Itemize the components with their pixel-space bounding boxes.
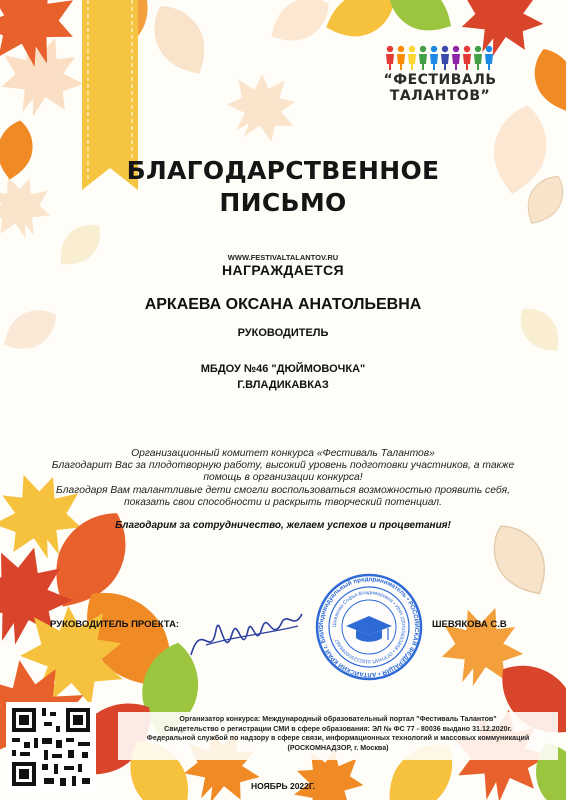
footer-line: (РОСКОМНАДЗОР, г. Москва)	[287, 743, 389, 752]
footer-line: Свидетельство о регистрации СМИ в сфере образования: ЭЛ № ФС 77 - 80036 выдано 31.12.2020г.	[164, 724, 512, 733]
message-line: Благодаря Вам талантливые дети смогли воспользоваться возможностью проявить себя,	[56, 484, 510, 496]
signature-label: РУКОВОДИТЕЛЬ ПРОЕКТА:	[50, 619, 180, 630]
official-stamp	[314, 572, 424, 682]
recipient-name: АРКАЕВА ОКСАНА АНАТОЛЬЕВНА	[144, 296, 422, 313]
person-figure	[386, 46, 394, 70]
website-link[interactable]: WWW.FESTIVALTALANTOV.RU	[227, 253, 339, 262]
signer-name: ШЕВЯКОВА С.В	[432, 619, 507, 630]
issue-date: НОЯБРЬ 2022Г.	[250, 781, 316, 791]
person-figure	[474, 46, 482, 70]
person-figure	[463, 46, 471, 70]
award-label: НАГРАЖДАЕТСЯ	[222, 262, 344, 278]
certificate-title-line1: БЛАГОДАРСТВЕННОЕ	[126, 156, 440, 185]
recipient-role: РУКОВОДИТЕЛЬ	[237, 327, 329, 339]
festival-logo	[340, 44, 540, 104]
stamp-outer-text: Индивидуальный предприниматель • РОССИЙСКАЯ ФЕДЕРАЦИЯ • АЛТАЙСКИЙ КРАЙ г. БИЙС	[317, 575, 421, 679]
recipient-city: Г.ВЛАДИКАВКАЗ	[237, 379, 329, 391]
closing-message: Благодарим за сотрудничество, желаем успехов и процветания!	[115, 520, 451, 531]
person-figure	[441, 46, 449, 70]
person-figure	[397, 46, 405, 70]
person-figure	[430, 46, 438, 70]
person-figure	[408, 46, 416, 70]
message-line: Благодарит Вас за плодотворную работу, высокий уровень подготовки участников, а также	[51, 460, 515, 472]
qr-code[interactable]	[6, 702, 96, 792]
message-body	[30, 448, 536, 509]
stamp-inner-text: Шевякова Софья Владимировна • ИНН 220415693858 • ОГРНИП 318222500098487	[331, 589, 407, 665]
message-line: показать свои способности и раскрыть творческий потенциал.	[124, 496, 442, 508]
handwritten-signature	[186, 600, 306, 670]
logo-text: “ФЕСТИВАЛЬ ТАЛАНТОВ”	[383, 72, 497, 104]
person-figure	[485, 46, 493, 70]
person-figure	[452, 46, 460, 70]
message-line: Организационный комитет конкурса «Фестиваль Талантов»	[131, 448, 435, 459]
recipient-organization: МБДОУ №46 "ДЮЙМОВОЧКА"	[200, 363, 366, 375]
organizer-info	[120, 715, 556, 753]
person-figure	[419, 46, 427, 70]
people-icon	[384, 44, 496, 70]
certificate-title-line2: ПИСЬМО	[219, 188, 347, 217]
footer-line: Организатор конкурса: Международный образовательный портал "Фестиваль Талантов"	[179, 715, 497, 723]
footer-line: Федеральной службой по надзору в сфере связи, информационных технологий и массовых коммуникаций	[146, 734, 530, 742]
message-line: помощь в организации конкурса!	[203, 472, 363, 484]
